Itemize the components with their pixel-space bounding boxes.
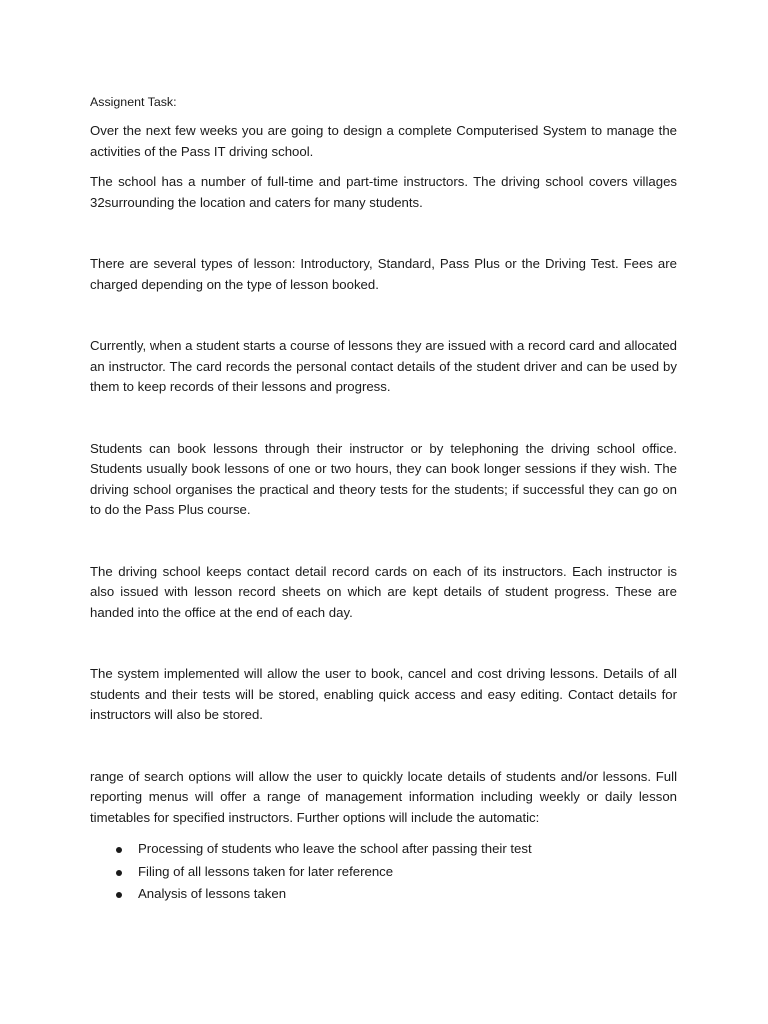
bullet-text: Processing of students who leave the school after passing their test: [138, 841, 532, 856]
document-page: [90, 92, 677, 906]
paragraph-record-card: Currently, when a student starts a course of lessons they are issued with a record card and allocated an instructor. The card records the personal contact details of the student driver and can be used by them to keep records of their lessons and progress.: [90, 338, 677, 394]
bullet-icon: [116, 892, 122, 898]
bullet-list: [90, 838, 677, 906]
paragraph-search-options: range of search options will allow the user to quickly locate details of students and/or lessons. Full reporting menus will offer a range of management information including weekly or daily lesson timetables for specified instructors. Further options will include the automatic:: [90, 768, 677, 825]
list-item: [90, 838, 677, 861]
paragraph-instructors: The school has a number of full-time and part-time instructors. The driving school covers villages 32surrounding the location and caters for many students.: [90, 174, 677, 210]
document-heading: Assignent Task:: [90, 95, 177, 109]
bullet-icon: [116, 870, 122, 876]
paragraph-system-features: The system implemented will allow the user to book, cancel and cost driving lessons. Details of all students and their tests will be stored, enabling quick access and easy editing. Contact details for instructors will also be stored.: [90, 666, 677, 722]
bullet-text: Filing of all lessons taken for later reference: [138, 863, 394, 879]
list-item: [90, 861, 677, 884]
list-item: [90, 883, 677, 906]
bullet-text: Analysis of lessons taken: [138, 886, 287, 901]
paragraph-instructor-records: The driving school keeps contact detail record cards on each of its instructors. Each instructor is also issued with lesson record sheets on which are kept details of student progress. These are handed into the office at the end of each day.: [90, 563, 677, 620]
paragraph-lesson-types: There are several types of lesson: Introductory, Standard, Pass Plus or the Driving Test. Fees are charged depending on the type of lesson booked.: [90, 256, 677, 292]
bullet-icon: [116, 847, 122, 853]
paragraph-overview: Over the next few weeks you are going to design a complete Computerised System to manage the activities of the Pass IT driving school.: [90, 123, 677, 159]
paragraph-booking: Students can book lessons through their instructor or by telephoning the driving school office. Students usually book lessons of one or two hours, they can book longer sessions if they wish. The driving school organises the practical and theory tests for the students; if successful they can go on to do the Pass Plus course.: [90, 440, 677, 517]
